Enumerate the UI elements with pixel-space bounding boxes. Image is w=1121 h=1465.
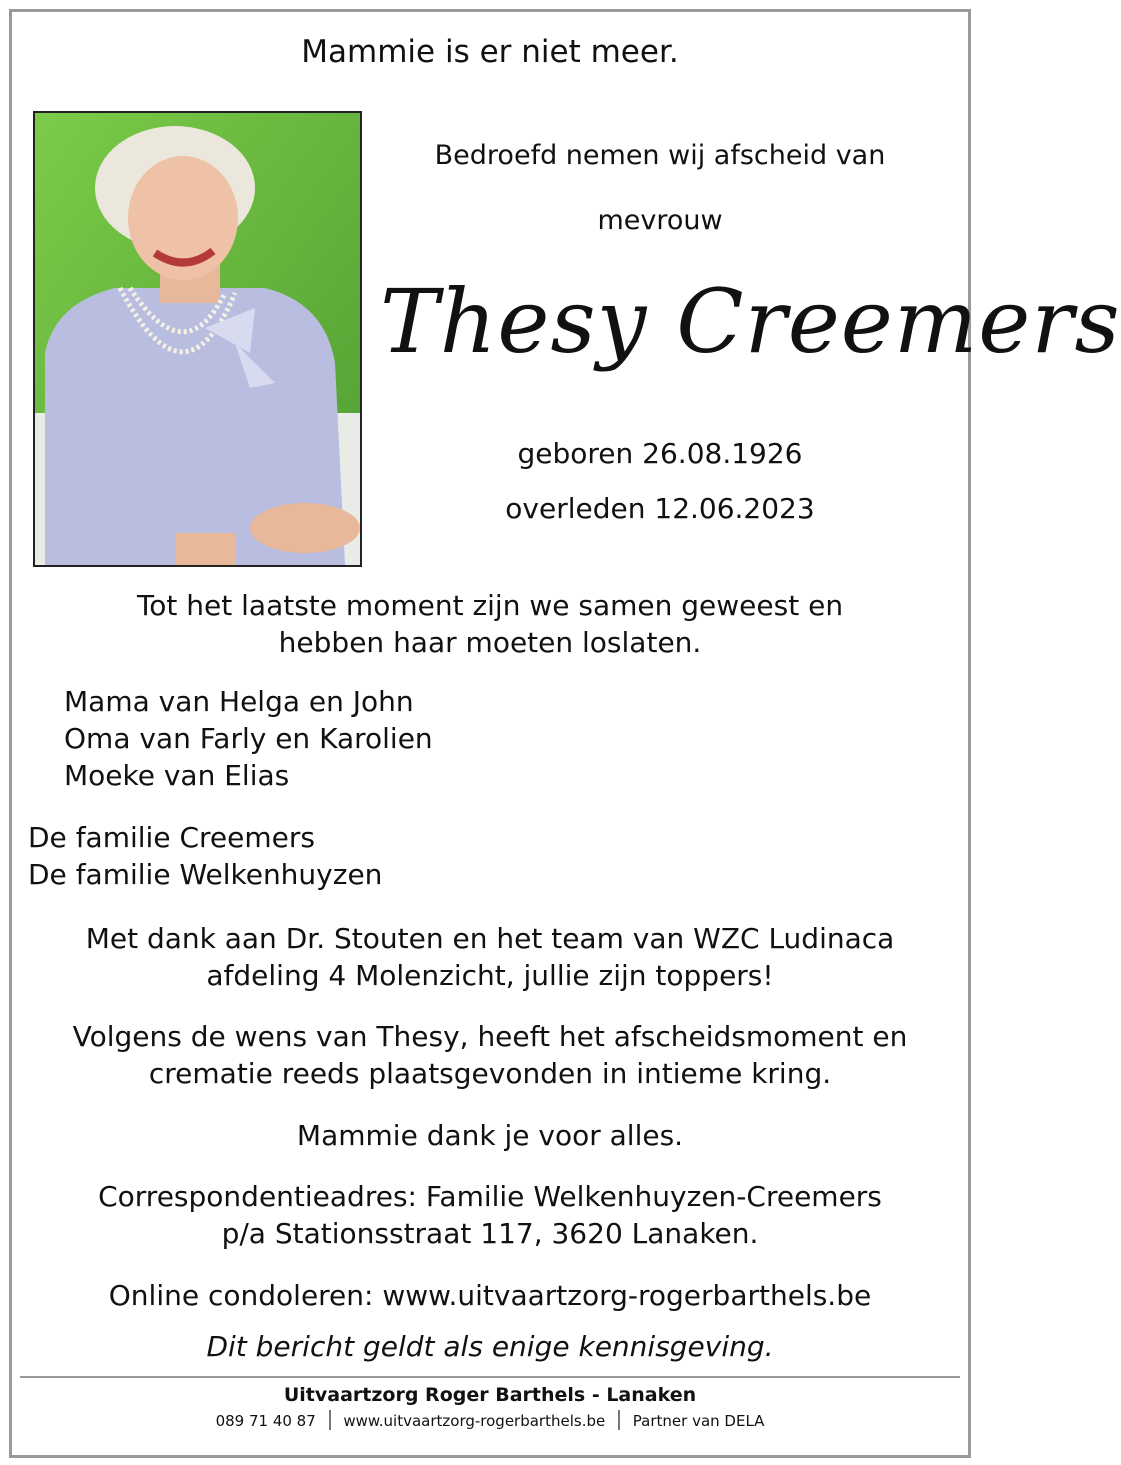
title-text: mevrouw [597,205,723,236]
wish-line: crematie reeds plaatsgevonden in intieme kring. [148,1057,832,1090]
farewell-line: hebben haar moeten loslaten. [278,626,702,659]
footer-company: Uitvaartzorg Roger Barthels - Lanaken [283,1384,697,1406]
address-paragraph [0,1178,980,1252]
relation-line: Mama van Helga en John [64,685,414,718]
farewell-line: Tot het laatste moment zijn we samen geweest en [136,589,844,622]
relation-line: Oma van Farly en Karolien [64,722,433,755]
birth-date: geboren 26.08.1926 [517,437,803,470]
portrait-photo [33,111,362,567]
farewell-paragraph [0,587,980,661]
footer-website[interactable]: www.uitvaartzorg-rogerbarthels.be [343,1412,606,1430]
footer-partner: Partner van DELA [632,1412,765,1430]
heading: Mammie is er niet meer. [301,34,679,70]
thanks-line: Met dank aan Dr. Stouten en het team van WZC Ludinaca [85,922,895,955]
family-line: De familie Welkenhuyzen [28,858,383,891]
online-condolence: Online condoleren: www.uitvaartzorg-rogerbarthels.be [108,1279,872,1312]
footer-contact-line [0,1410,980,1430]
family-line: De familie Creemers [28,821,315,854]
relation-line: Moeke van Elias [64,759,290,792]
deceased-name: Thesy Creemers [380,270,1121,373]
address-line: Correspondentieadres: Familie Welkenhuyzen-Creemers [98,1180,882,1213]
closing-text: Mammie dank je voor alles. [296,1119,684,1152]
address-line: p/a Stationsstraat 117, 3620 Lanaken. [221,1217,759,1250]
notice-text: Dit bericht geldt als enige kennisgeving. [206,1330,774,1363]
intro-text: Bedroefd nemen wij afscheid van [434,140,886,171]
footer-separator [329,1410,331,1430]
footer-divider [20,1376,960,1378]
thanks-paragraph [0,920,980,994]
wish-line: Volgens de wens van Thesy, heeft het afscheidsmoment en [72,1020,908,1053]
thanks-line: afdeling 4 Molenzicht, jullie zijn toppers! [206,959,774,992]
footer-phone: 089 71 40 87 [215,1412,316,1430]
footer-separator [618,1410,620,1430]
wish-paragraph [0,1018,980,1092]
death-date: overleden 12.06.2023 [505,492,815,525]
